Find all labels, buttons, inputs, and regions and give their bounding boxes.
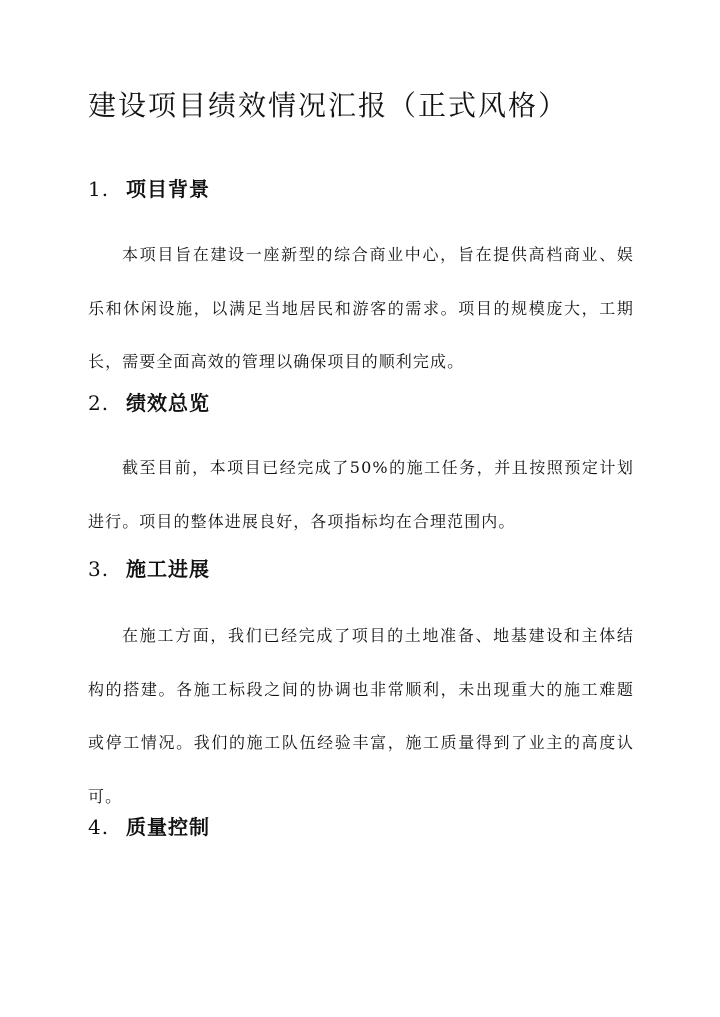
section-heading-3: [88, 554, 210, 584]
section-number: 3.: [88, 557, 110, 581]
section-number: 2.: [88, 391, 110, 415]
section-paragraph-1: 本项目旨在建设一座新型的综合商业中心，旨在提供高档商业、娱乐和休闲设施，以满足当地居民和游客的需求。项目的规模庞大，工期长，需要全面高效的管理以确保项目的顺利完成。: [88, 245, 634, 371]
section-heading-2: [88, 388, 210, 418]
section-title: 质量控制: [126, 815, 210, 839]
section-heading-4: [88, 812, 210, 842]
section-number: 1.: [88, 177, 110, 201]
section-paragraph-3: 在施工方面，我们已经完成了项目的土地准备、地基建设和主体结构的搭建。各施工标段之间的协调也非常顺利，未出现重大的施工难题或停工情况。我们的施工队伍经验丰富，施工质量得到了业主的高度认可。: [88, 626, 634, 806]
section-paragraph-2: 截至目前，本项目已经完成了50%的施工任务，并且按照预定计划进行。项目的整体进展良好，各项指标均在合理范围内。: [88, 458, 634, 531]
section-heading-1: [88, 174, 210, 204]
document-title: 建设项目绩效情况汇报（正式风格）: [88, 89, 569, 122]
section-number: 4.: [88, 815, 110, 839]
section-title: 绩效总览: [126, 391, 210, 415]
section-title: 项目背景: [126, 177, 210, 201]
section-title: 施工进展: [126, 557, 210, 581]
